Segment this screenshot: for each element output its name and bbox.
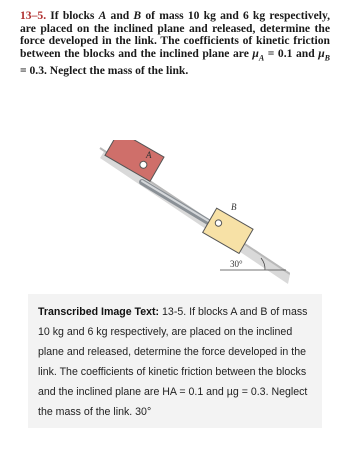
problem-text-part: B — [133, 9, 142, 22]
problem-text-part: μ — [318, 46, 325, 60]
problem-text-part: If blocks — [46, 9, 99, 22]
problem-text — [20, 9, 330, 77]
block-b-label: B — [231, 202, 237, 212]
problem-text-part: and — [106, 9, 134, 22]
problem-text-part: A — [98, 9, 107, 22]
transcribed-text-panel — [28, 294, 322, 428]
problem-text-part: A — [258, 53, 265, 63]
connecting-link-highlight — [142, 181, 210, 222]
transcribed-label: Transcribed Image Text: — [38, 306, 160, 318]
problem-text-part: = 0.1 and — [264, 46, 319, 60]
problem-statement — [20, 10, 330, 77]
problem-text-part: of mass 10 kg and 6 kg respectively, are placed on the inclined plane and released, determine the force developed in the link. The coefficients of kinetic friction between the blocks and the inclined plane are — [20, 9, 331, 60]
transcribed-body: 13-5. If blocks A and B of mass 10 kg and 6 kg respectively, are placed on the inclined plane and released, determine the force developed in the link. The coefficients of kinetic friction between the blocks and the inclined plane are HA = 0.1 and µg = 0.3. Neglect the mass of the link. 30° — [38, 306, 308, 418]
problem-number: 13–5. — [20, 9, 47, 22]
block-a-label: A — [146, 150, 152, 160]
incline-figure — [60, 140, 290, 285]
angle-label: 30° — [230, 259, 243, 269]
problem-text-part: = 0.3. Neglect the mass of the link. — [20, 63, 189, 77]
problem-text-part: μ — [252, 46, 259, 60]
problem-text-part: B — [324, 53, 330, 63]
